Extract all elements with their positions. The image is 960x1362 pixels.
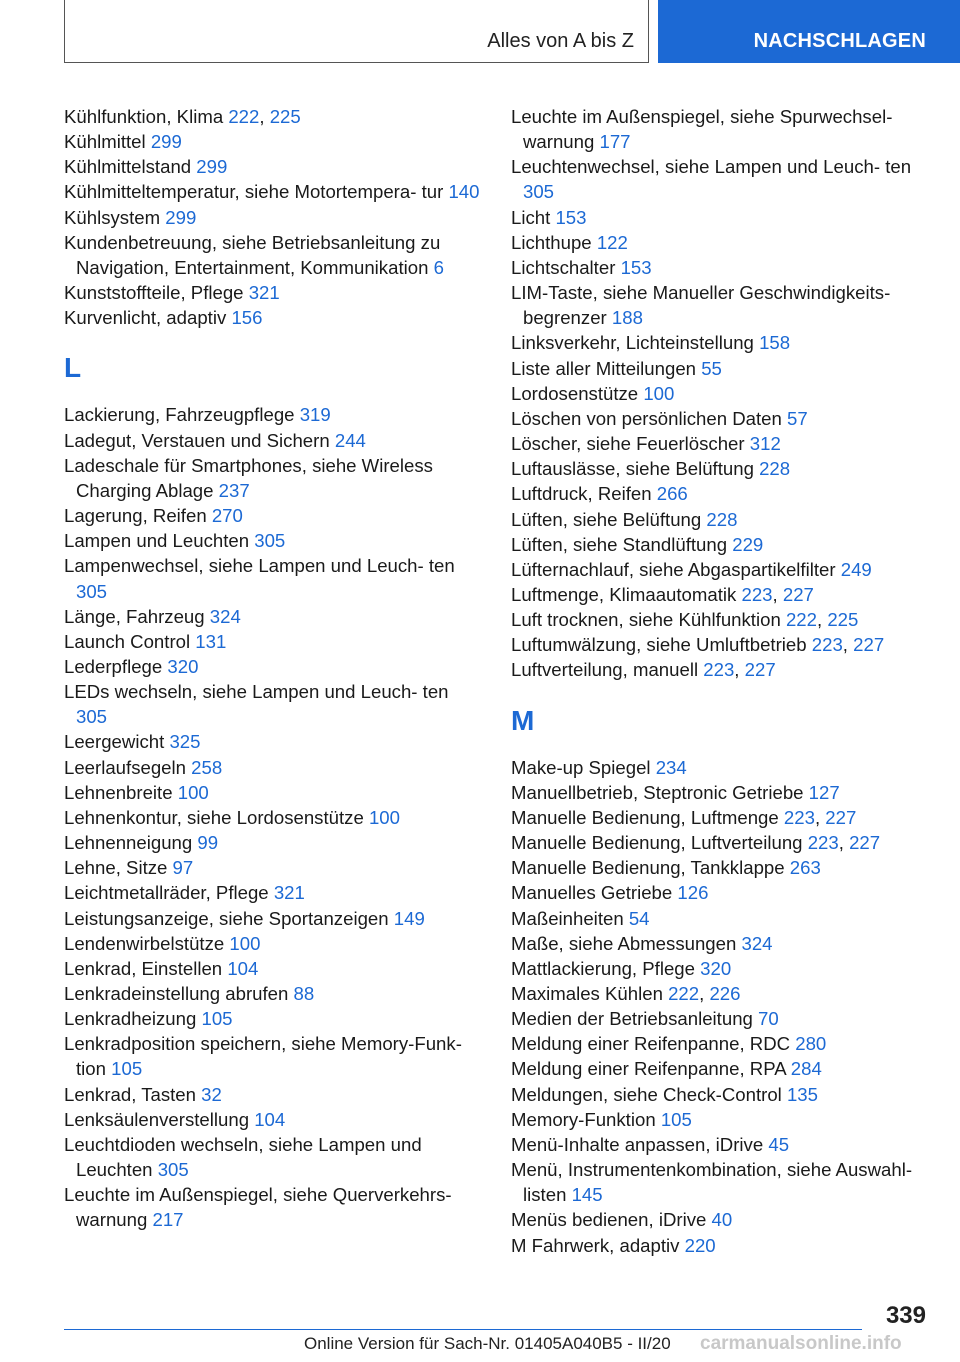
index-entry-text: Ladegut, Verstauen und Sichern: [64, 429, 330, 451]
page-reference-link[interactable]: 99: [197, 832, 219, 854]
index-entry: [511, 205, 941, 230]
page-reference-link[interactable]: 305: [157, 1159, 189, 1181]
index-entry: [511, 406, 941, 431]
index-entry: [64, 654, 484, 679]
page-reference-link[interactable]: 140: [448, 181, 480, 203]
page-reference-link[interactable]: 225: [269, 106, 301, 127]
page-reference-link[interactable]: 177: [599, 131, 631, 153]
index-entry-text: Lagerung, Reifen: [64, 505, 207, 527]
index-entry-text: Lichthupe: [511, 231, 592, 253]
index-entry: [511, 1107, 941, 1132]
index-entry: [511, 431, 941, 456]
page-reference-link[interactable]: 100: [643, 382, 675, 404]
index-entry: [511, 755, 941, 780]
header-chapter-tab[interactable]: [658, 0, 960, 63]
page-reference-link[interactable]: 258: [191, 756, 223, 778]
index-entry-text: Maximales Kühlen: [511, 983, 663, 1004]
index-entry-text: Meldung einer Reifenpanne, RPA: [511, 1058, 786, 1080]
index-column-left: [64, 104, 484, 1233]
index-entry: [64, 629, 484, 654]
index-entry: [511, 1006, 941, 1031]
index-entry-text: Lampenwechsel, siehe Lampen und Leuch‐ ten: [64, 555, 455, 577]
page-reference-link[interactable]: 299: [196, 156, 228, 178]
page-reference-link[interactable]: 229: [732, 533, 764, 555]
index-entry: [64, 205, 484, 230]
index-entry: [64, 553, 484, 603]
page-reference-link[interactable]: 299: [150, 131, 182, 153]
index-entry: [511, 855, 941, 880]
page-reference-link[interactable]: 305: [76, 580, 108, 602]
index-entry: [511, 255, 941, 280]
page-reference-link[interactable]: 266: [656, 483, 688, 505]
page-reference-link[interactable]: 149: [393, 907, 425, 929]
index-entry: [64, 453, 484, 503]
footer-divider: [64, 1329, 862, 1330]
index-entry-text: Kühlmittelstand: [64, 156, 192, 178]
index-entry-text: Kühlfunktion, Klima: [64, 106, 224, 127]
page-reference-link[interactable]: 105: [660, 1108, 692, 1130]
index-entry: [511, 330, 941, 355]
index-column-right: [511, 104, 941, 1258]
page-reference-link[interactable]: 325: [169, 731, 201, 753]
index-entry: [511, 356, 941, 381]
index-entry: [64, 604, 484, 629]
index-entry-text: Lampen und Leuchten: [64, 530, 250, 552]
index-entry-text: Löschen von persönlichen Daten: [511, 407, 782, 429]
index-entry: [64, 906, 484, 931]
index-entry: [64, 1006, 484, 1031]
index-entry-text: Luftauslässe, siehe Belüftung: [511, 458, 754, 480]
page-reference-link[interactable]: 227: [849, 832, 881, 854]
page-reference-link[interactable]: 312: [749, 433, 781, 455]
index-entry-text: Leuchtenwechsel, siehe Lampen und Leuch‐ ten: [511, 156, 912, 178]
index-entry: [64, 230, 484, 280]
index-entry: [64, 830, 484, 855]
index-entry-text: Luftverteilung, manuell: [511, 659, 699, 681]
index-entry: [511, 956, 941, 981]
index-entry: [64, 931, 484, 956]
index-entry: Manuelle Bedienung, Luftmenge 223, 227: [511, 806, 857, 828]
index-entry: [511, 230, 941, 255]
page-reference-link[interactable]: 324: [209, 605, 241, 627]
page-reference-link[interactable]: 135: [786, 1083, 818, 1105]
index-entry: [64, 179, 484, 204]
index-entry: [511, 481, 941, 506]
index-entry-text: Mattlackierung, Pflege: [511, 957, 695, 979]
index-entry: [64, 729, 484, 754]
page-reference-link[interactable]: 158: [759, 332, 791, 354]
index-entry: [64, 1031, 484, 1081]
index-entry-text: Lenkrad, Einstellen: [64, 957, 223, 979]
index-entry: Luftumwälzung, siehe Umluftbetrieb 223, 227: [511, 634, 885, 656]
index-entry: Manuelle Bedienung, Luftverteilung 223, 227: [511, 832, 881, 854]
index-entry: Maximales Kühlen 222, 226: [511, 983, 741, 1004]
page-reference-link[interactable]: 305: [76, 706, 108, 728]
page-reference-link[interactable]: 321: [248, 282, 280, 304]
page-reference-link[interactable]: 45: [768, 1133, 790, 1155]
page-reference-link[interactable]: 188: [611, 307, 643, 329]
page-reference-link[interactable]: 223: [783, 806, 815, 828]
index-entry-text: Lenkradheizung: [64, 1008, 197, 1030]
index-entry-text: Manuelle Bedienung, Luftmenge: [511, 806, 779, 828]
page-reference-link[interactable]: 227: [825, 806, 857, 828]
index-entry-text: Lordosenstütze: [511, 382, 639, 404]
page-reference-link[interactable]: 237: [218, 479, 250, 501]
index-entry-text: Liste aller Mitteilungen: [511, 357, 697, 379]
page-reference-link[interactable]: 88: [293, 983, 315, 1004]
page-reference-link[interactable]: 223: [807, 832, 839, 854]
index-entry-text: Luftumwälzung, siehe Umluftbetrieb: [511, 634, 807, 656]
index-entry: [511, 1157, 941, 1207]
index-entry-text: Lendenwirbelstütze: [64, 932, 225, 954]
page-reference-link[interactable]: 263: [789, 857, 821, 879]
page-reference-link[interactable]: 228: [759, 458, 791, 480]
index-entry: [511, 1207, 941, 1232]
page-reference-link[interactable]: 223: [741, 583, 773, 605]
page-reference-link[interactable]: 227: [782, 583, 814, 605]
page-reference-link[interactable]: 320: [700, 957, 732, 979]
page-reference-link[interactable]: 145: [571, 1184, 603, 1206]
index-entry-text: Leuchte im Außenspiegel, siehe Spurwechsel‐ warnung: [511, 106, 893, 153]
section-label: Alles von A bis Z: [487, 30, 634, 52]
page-reference-link[interactable]: 222: [668, 983, 700, 1004]
page-reference-link[interactable]: 226: [709, 983, 741, 1004]
index-entry-text: Manuelles Getriebe: [511, 882, 673, 904]
index-entry: [511, 780, 941, 805]
page-reference-link[interactable]: 222: [228, 106, 260, 127]
page-reference-link[interactable]: 223: [811, 634, 843, 656]
index-entry: [64, 880, 484, 905]
index-entry: [511, 880, 941, 905]
index-entry-text: Manuelle Bedienung, Luftverteilung: [511, 832, 803, 854]
index-letter-heading: L: [64, 352, 82, 384]
index-entry: [511, 456, 941, 481]
page-reference-link[interactable]: 127: [808, 781, 840, 803]
index-entry-text: Manuellbetrieb, Steptronic Getriebe: [511, 781, 804, 803]
page-reference-link[interactable]: 100: [368, 806, 400, 828]
page-reference-link[interactable]: 32: [201, 1083, 222, 1105]
index-entry: [64, 1182, 484, 1232]
index-entry-text: Menü, Instrumentenkombination, siehe Auswahl‐ listen: [511, 1159, 913, 1206]
page-reference-link[interactable]: 227: [744, 659, 776, 681]
index-entry-text: Kühlmittel: [64, 131, 146, 153]
index-entry: [511, 1082, 941, 1107]
page-reference-link[interactable]: 153: [555, 206, 587, 228]
index-entry-text: LEDs wechseln, siehe Lampen und Leuch‐ ten: [64, 681, 449, 703]
index-entry-text: Lichtschalter: [511, 256, 616, 278]
index-entry: [511, 931, 941, 956]
index-entry-text: Lederpflege: [64, 655, 163, 677]
page-reference-link[interactable]: 223: [703, 659, 735, 681]
page-reference-link[interactable]: 97: [172, 857, 194, 879]
index-entry-text: Manuelle Bedienung, Tankklappe: [511, 857, 785, 879]
index-entry-text: Lenkradposition speichern, siehe Memory-Funk‐ tion: [64, 1033, 462, 1080]
index-entry: Luftmenge, Klimaautomatik 223, 227: [511, 583, 814, 605]
index-entry-text: Lüften, siehe Belüftung: [511, 508, 702, 530]
index-entry: [511, 906, 941, 931]
index-entry: [511, 1031, 941, 1056]
chapter-label: NACHSCHLAGEN: [753, 30, 926, 52]
index-entry-text: Lehne, Sitze: [64, 857, 168, 879]
index-entry-text: Lenkradeinstellung abrufen: [64, 983, 289, 1004]
page-reference-link[interactable]: 131: [195, 630, 227, 652]
index-entry: [64, 1082, 484, 1107]
index-entry: [64, 855, 484, 880]
page-reference-link[interactable]: 324: [741, 932, 773, 954]
index-entry-text: Leichtmetallräder, Pflege: [64, 882, 269, 904]
index-entry: [64, 1132, 484, 1182]
page-reference-link[interactable]: 225: [827, 609, 859, 631]
page-reference-link[interactable]: 280: [795, 1033, 827, 1055]
index-entry-text: Lehnenbreite: [64, 781, 173, 803]
page-reference-link[interactable]: 270: [211, 505, 243, 527]
index-entry-text: Meldung einer Reifenpanne, RDC: [511, 1033, 791, 1055]
index-entry-text: Lenkrad, Tasten: [64, 1083, 196, 1105]
index-entry-text: LIM-Taste, siehe Manueller Geschwindigkeits‐ begrenzer: [511, 282, 891, 329]
page-reference-link[interactable]: 105: [201, 1008, 233, 1030]
index-entry-text: Kurvenlicht, adaptiv: [64, 307, 227, 329]
page-reference-link[interactable]: 40: [711, 1209, 733, 1231]
index-entry-text: Lehnenkontur, siehe Lordosenstütze: [64, 806, 364, 828]
index-entry-text: Medien der Betriebsanleitung: [511, 1008, 753, 1030]
index-entry: [511, 154, 941, 204]
index-entry-text: Kühlsystem: [64, 206, 161, 228]
index-entry-text: Make-up Spiegel: [511, 756, 651, 778]
page-reference-link[interactable]: 105: [111, 1058, 143, 1080]
index-entry: [511, 1132, 941, 1157]
index-entry: Kühlfunktion, Klima 222, 225: [64, 106, 301, 127]
page-reference-link[interactable]: 153: [620, 256, 652, 278]
index-entry: [511, 1056, 941, 1081]
index-entry: [64, 679, 484, 729]
index-entry-text: Meldungen, siehe Check-Control: [511, 1083, 782, 1105]
index-entry-text: Leuchte im Außenspiegel, siehe Querverkehrs‐ warnung: [64, 1184, 452, 1231]
index-entry: [64, 428, 484, 453]
index-entry: Luft trocknen, siehe Kühlfunktion 222, 225: [511, 609, 859, 631]
page-reference-link[interactable]: 126: [677, 882, 709, 904]
index-entry-text: Löscher, siehe Feuerlöscher: [511, 433, 745, 455]
page-reference-link[interactable]: 227: [853, 634, 885, 656]
index-entry-text: Maße, siehe Abmessungen: [511, 932, 737, 954]
index-entry: [511, 532, 941, 557]
page-reference-link[interactable]: 6: [433, 256, 444, 278]
index-entry: [64, 805, 484, 830]
page-reference-link[interactable]: 57: [787, 407, 808, 429]
index-entry-text: Memory-Funktion: [511, 1108, 656, 1130]
page-number: 339: [885, 1302, 926, 1329]
page-reference-link[interactable]: 228: [706, 508, 738, 530]
index-entry: [64, 305, 484, 330]
page-reference-link[interactable]: 305: [523, 181, 555, 203]
page-reference-link[interactable]: 55: [701, 357, 722, 379]
index-entry: Luftverteilung, manuell 223, 227: [511, 659, 776, 681]
page-reference-link[interactable]: 104: [254, 1108, 286, 1130]
index-entry: [64, 129, 484, 154]
index-entry-text: Luft trocknen, siehe Kühlfunktion: [511, 609, 781, 631]
index-entry: [64, 503, 484, 528]
index-entry-text: Leerlaufsegeln: [64, 756, 186, 778]
index-entry-text: Kundenbetreuung, siehe Betriebsanleitung zu Navigation, Entertainment, Kommunikation: [64, 231, 441, 278]
page-reference-link[interactable]: 321: [273, 882, 305, 904]
page-reference-link[interactable]: 319: [299, 404, 331, 426]
index-entry-text: Kühlmitteltemperatur, siehe Motortempera‐ tur: [64, 181, 444, 203]
page-reference-link[interactable]: 100: [177, 781, 209, 803]
index-entry: [511, 1233, 941, 1258]
page-reference-link[interactable]: 100: [229, 932, 261, 954]
page-reference-link[interactable]: 244: [334, 429, 366, 451]
index-entry-text: Länge, Fahrzeug: [64, 605, 205, 627]
index-entry-text: Leistungsanzeige, siehe Sportanzeigen: [64, 907, 389, 929]
page-reference-link[interactable]: 284: [790, 1058, 822, 1080]
index-entry-text: Linksverkehr, Lichteinstellung: [511, 332, 754, 354]
index-entry-text: M Fahrwerk, adaptiv: [511, 1234, 680, 1256]
page-reference-link[interactable]: 122: [596, 231, 628, 253]
index-entry-text: Licht: [511, 206, 551, 228]
footer-online-version: Online Version für Sach-Nr. 01405A040B5 - II/20: [304, 1334, 671, 1353]
index-entry-text: Lüfternachlauf, siehe Abgaspartikelfilter: [511, 558, 836, 580]
index-entry: [64, 402, 484, 427]
index-entry-text: Leergewicht: [64, 731, 165, 753]
index-entry-text: Leuchtdioden wechseln, siehe Lampen und Leuchten: [64, 1133, 422, 1181]
index-entry-text: Lüften, siehe Standlüftung: [511, 533, 728, 555]
index-entry: [64, 154, 484, 179]
page-reference-link[interactable]: 305: [254, 530, 286, 552]
page-reference-link[interactable]: 104: [227, 957, 259, 979]
index-entry-text: Launch Control: [64, 630, 191, 652]
index-entry-text: Luftmenge, Klimaautomatik: [511, 583, 737, 605]
index-letter-heading: M: [511, 704, 535, 736]
index-entry-text: Menüs bedienen, iDrive: [511, 1209, 707, 1231]
index-entry: [511, 557, 941, 582]
index-entry-text: Lackierung, Fahrzeugpflege: [64, 404, 295, 426]
page-reference-link[interactable]: 156: [231, 307, 263, 329]
index-entry: [511, 507, 941, 532]
page-reference-link[interactable]: 320: [167, 655, 199, 677]
index-entry: [64, 1107, 484, 1132]
page-reference-link[interactable]: 54: [628, 907, 650, 929]
page-reference-link[interactable]: 299: [165, 206, 197, 228]
page-reference-link[interactable]: 217: [152, 1209, 184, 1231]
page-reference-link[interactable]: 70: [758, 1008, 779, 1030]
index-entry: [511, 104, 941, 154]
index-entry-text: Lehnenneigung: [64, 832, 193, 854]
index-entry: [64, 981, 484, 1006]
header-section-box: [64, 0, 649, 63]
index-entry: [64, 280, 484, 305]
index-entry: [511, 381, 941, 406]
index-entry-text: Maßeinheiten: [511, 907, 624, 929]
index-entry: [64, 528, 484, 553]
page-reference-link[interactable]: 222: [785, 609, 817, 631]
page-reference-link[interactable]: 249: [840, 558, 872, 580]
index-entry-text: Menü-Inhalte anpassen, iDrive: [511, 1133, 764, 1155]
index-entry-text: Ladeschale für Smartphones, siehe Wireless Charging Ablage: [64, 454, 433, 501]
index-entry: [511, 280, 941, 330]
page-reference-link[interactable]: 220: [684, 1234, 716, 1256]
index-entry: [64, 755, 484, 780]
page-reference-link[interactable]: 234: [655, 756, 687, 778]
index-entry: [64, 956, 484, 981]
footer-watermark: carmanualsonline.info: [700, 1333, 902, 1354]
index-entry-text: Lenksäulenverstellung: [64, 1108, 250, 1130]
index-entry: [64, 780, 484, 805]
index-entry-text: Luftdruck, Reifen: [511, 483, 652, 505]
index-entry-text: Kunststoffteile, Pflege: [64, 282, 244, 304]
